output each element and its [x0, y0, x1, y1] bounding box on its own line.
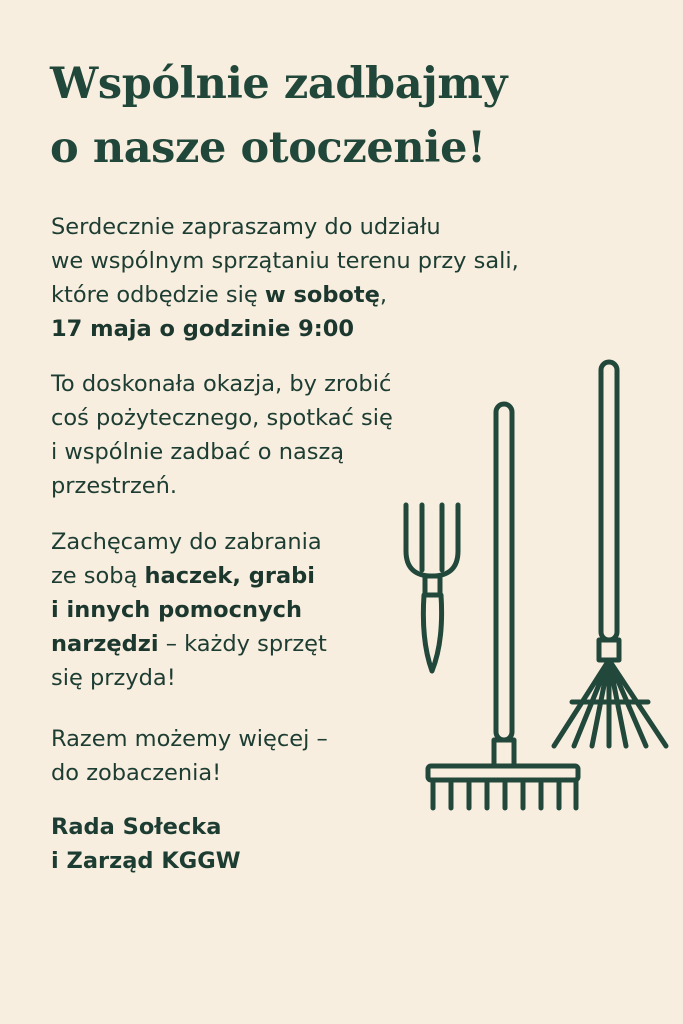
- poster-title-line-2: o nasze otoczenie!: [50, 123, 486, 173]
- intro-line-3-text: które odbędzie się: [51, 282, 265, 308]
- closing-paragraph: [51, 722, 411, 790]
- signature-line-1: Rada Sołecka: [51, 814, 222, 840]
- tools-line-2-text: ze sobą: [51, 563, 145, 589]
- organizer-signature: [51, 810, 351, 878]
- tools-line-4: [51, 627, 401, 661]
- closing-line-1: Razem możemy więcej –: [51, 726, 328, 752]
- occasion-line-2: coś pożytecznego, spotkać się: [51, 405, 393, 431]
- tools-line-2-bold: haczek, grabi: [144, 563, 315, 589]
- invitation-intro: [51, 210, 621, 346]
- intro-line-3: [51, 278, 621, 312]
- leaf-rake-icon: [554, 362, 666, 746]
- intro-line-1: Serdecznie zapraszamy do udziału: [51, 214, 441, 240]
- tools-line-3: [51, 593, 401, 627]
- tools-line-4-bold: narzędzi: [51, 631, 159, 657]
- intro-line-3-comma: ,: [379, 282, 388, 308]
- hand-fork-icon: [406, 505, 458, 671]
- signature-line-2: i Zarząd KGGW: [51, 848, 241, 874]
- tools-line-2: [51, 559, 401, 593]
- tools-paragraph: [51, 525, 401, 695]
- garden-tools-illustration: [398, 356, 678, 816]
- intro-line-2: we wspólnym sprzątaniu terenu przy sali,: [51, 248, 519, 274]
- poster-title-line-1: Wspólnie zadbajmy: [50, 59, 508, 109]
- event-day: w sobotę: [264, 282, 380, 308]
- occasion-line-1: To doskonała okazja, by zrobić: [51, 371, 392, 397]
- tools-line-4-text: – każdy sprzęt: [158, 631, 327, 657]
- occasion-line-4: przestrzeń.: [51, 473, 178, 499]
- poster-title: [50, 52, 650, 180]
- tools-line-1: Zachęcamy do zabrania: [51, 529, 322, 555]
- intro-line-4: [51, 312, 621, 346]
- tools-line-3-bold: i innych pomocnych: [51, 597, 302, 623]
- event-date-time: 17 maja o godzinie 9:00: [51, 316, 355, 342]
- tools-line-5: się przyda!: [51, 665, 176, 691]
- closing-line-2: do zobaczenia!: [51, 760, 222, 786]
- occasion-line-3: i wspólnie zadbać o naszą: [51, 439, 345, 465]
